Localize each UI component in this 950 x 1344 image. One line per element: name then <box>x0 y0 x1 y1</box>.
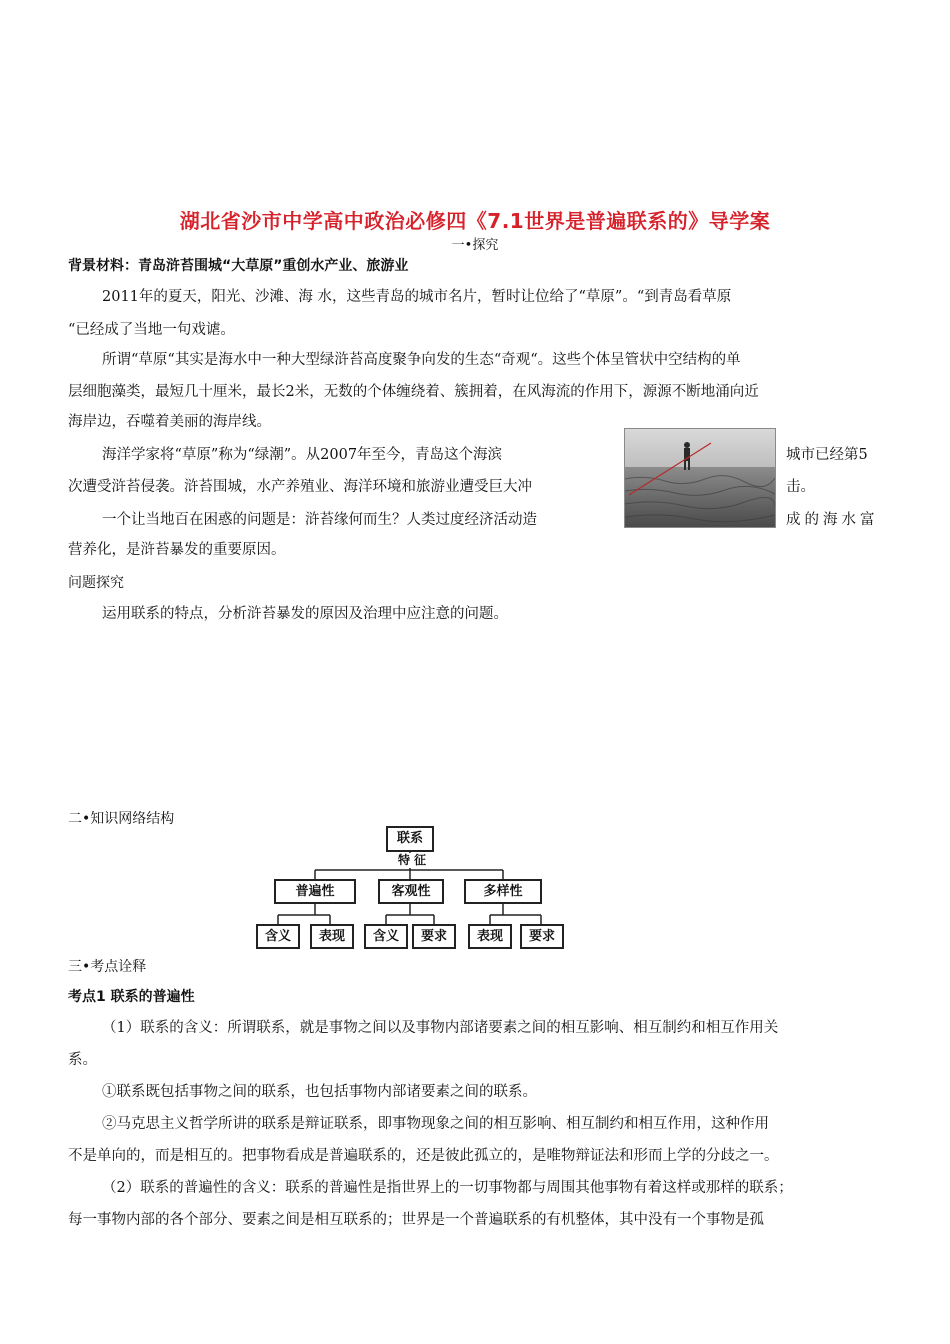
background-p1-line2: “已经成了当地一句戏谑。 <box>68 322 235 338</box>
seaweed-photo <box>624 428 776 528</box>
diagram-edge-label: 特征 <box>398 853 431 867</box>
document-title: 湖北省沙市中学高中政治必修四《7.1世界是普遍联系的》导学案 <box>179 209 771 233</box>
exam-point-line: 系。 <box>68 1052 97 1068</box>
section-explore-heading: 一•探究 <box>451 238 499 253</box>
background-p2-line1: 所谓“草原“其实是海水中一种大型绿浒苔高度聚争向发的生态“奇观“。这些个体呈管状中空结构的单 <box>102 352 741 368</box>
question-heading: 问题探究 <box>68 575 124 591</box>
diagram-leaf: 要求 <box>520 924 564 949</box>
exam-point-line: （1）联系的含义：所谓联系，就是事物之间以及事物内部诸要素之间的相互影响、相互制约和相互作用关 <box>102 1020 779 1036</box>
section-exam-points-heading: 三•考点诠释 <box>68 959 147 975</box>
diagram-node-diversity: 多样性 <box>464 879 542 904</box>
background-p3-line2-right: 击。 <box>786 479 815 495</box>
section-network-heading: 二•知识网络结构 <box>68 811 175 827</box>
background-p1-line1: 2011年的夏天，阳光、沙滩、海 水，这些青岛的城市名片，暂时让位给了“草原”。“到青岛看草原 <box>102 289 732 305</box>
background-p4-line1-right: 成的海水富 <box>786 512 879 528</box>
background-p4-line2: 营养化，是浒苔暴发的重要原因。 <box>68 542 286 558</box>
exam-point-line: ②马克思主义哲学所讲的联系是辩证联系，即事物现象之间的相互影响、相互制约和相互作用，这种作用 <box>102 1116 769 1132</box>
background-p2-line2: 层细胞藻类，最短几十厘米，最长2米，无数的个体缠绕着、簇拥着，在风海流的作用下，源源不断地涌向近 <box>68 384 759 400</box>
diagram-leaf: 表现 <box>310 924 354 949</box>
exam-point-1-heading: 考点1 联系的普遍性 <box>68 989 195 1005</box>
background-heading: 背景材料：青岛浒苔围城“大草原”重创水产业、旅游业 <box>68 258 409 274</box>
exam-point-line: 每一事物内部的各个部分、要素之间是相互联系的；世界是一个普遍联系的有机整体，其中没有一个事物是孤 <box>68 1212 764 1228</box>
diagram-node-objectivity: 客观性 <box>378 879 444 904</box>
diagram-leaf: 含义 <box>256 924 300 949</box>
diagram-leaf: 要求 <box>412 924 456 949</box>
background-p3-line1-left: 海洋学家将“草原”称为“绿潮”。从2007年至今，青岛这个海滨 <box>102 447 503 463</box>
background-p4-line1-left: 一个让当地百在困惑的问题是：浒苔缘何而生？人类过度经济活动造 <box>102 512 537 528</box>
diagram-leaf: 含义 <box>364 924 408 949</box>
question-text: 运用联系的特点，分析浒苔暴发的原因及治理中应注意的问题。 <box>102 606 508 622</box>
exam-point-line: （2）联系的普遍性的含义：联系的普遍性是指世界上的一切事物都与周围其他事物有着这样或那样的联系； <box>102 1180 793 1196</box>
background-p3-line1-right: 城市已经第5 <box>786 447 868 463</box>
exam-point-line: 不是单向的，而是相互的。把事物看成是普遍联系的，还是彼此孤立的，是唯物辩证法和形而上学的分歧之一。 <box>68 1148 779 1164</box>
background-p2-line3: 海岸边，吞噬着美丽的海岸线。 <box>68 414 271 430</box>
diagram-leaf: 表现 <box>468 924 512 949</box>
exam-point-line: ①联系既包括事物之间的联系，也包括事物内部诸要素之间的联系。 <box>102 1084 537 1100</box>
diagram-root-node: 联系 <box>386 826 434 852</box>
background-p3-line2-left: 次遭受浒苔侵袭。浒苔围城，水产养殖业、海洋环境和旅游业遭受巨大冲 <box>68 479 532 495</box>
knowledge-network-diagram <box>248 824 572 954</box>
diagram-node-universality: 普遍性 <box>274 879 356 904</box>
